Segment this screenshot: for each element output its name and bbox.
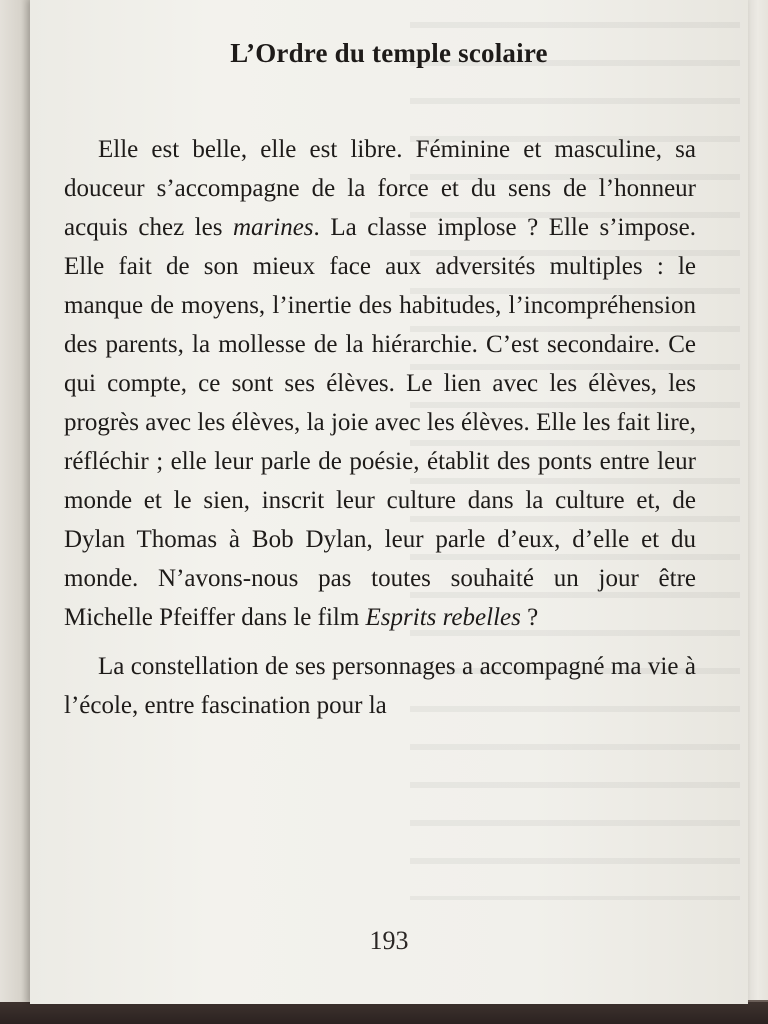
- paragraph-1-part-1: Elle est belle, elle est libre. Féminine et masculine, sa douceur s’accompagne de la force et du sens de l’honneur acquis chez les: [64, 136, 696, 241]
- running-head: L’Ordre du temple scolaire: [230, 38, 548, 68]
- page-number: 193: [369, 926, 409, 955]
- paragraph-1-italic-marines: marines: [232, 214, 314, 241]
- paragraph-1-italic-film-title: Esprits rebelles: [365, 604, 521, 631]
- book-page: [30, 0, 748, 1004]
- paragraph-1-part-2: . La classe implose ? Elle s’impose. Elle fait de son mieux face aux adversités multiples : le manque de moyens, l’inertie des habitudes, l’incompréhension des parents, la mollesse de la hiérarchie. C’est secondaire. Ce qui compte, ce sont ses élèves. Le lien avec les élèves, les progrès avec les élèves, la joie avec les élèves. Elle les fait lire, réfléchir ; elle leur parle de poésie, établit des ponts entre leur monde et le sien, inscrit leur culture dans la culture et, de Dylan Thomas à Bob Dylan, leur parle d’eux, d’elle et du monde. N’avons-nous pas toutes souhaité un jour être Michelle Pfeiffer dans le film: [64, 214, 696, 631]
- paragraph-2: La constellation de ses personnages a accompagné ma vie à l’école, entre fascination pour la: [64, 653, 696, 719]
- paragraph-1-part-3: ?: [520, 604, 539, 631]
- body-text: [64, 130, 696, 725]
- paragraph-1: [64, 130, 696, 637]
- book-shadow: [0, 1002, 768, 1024]
